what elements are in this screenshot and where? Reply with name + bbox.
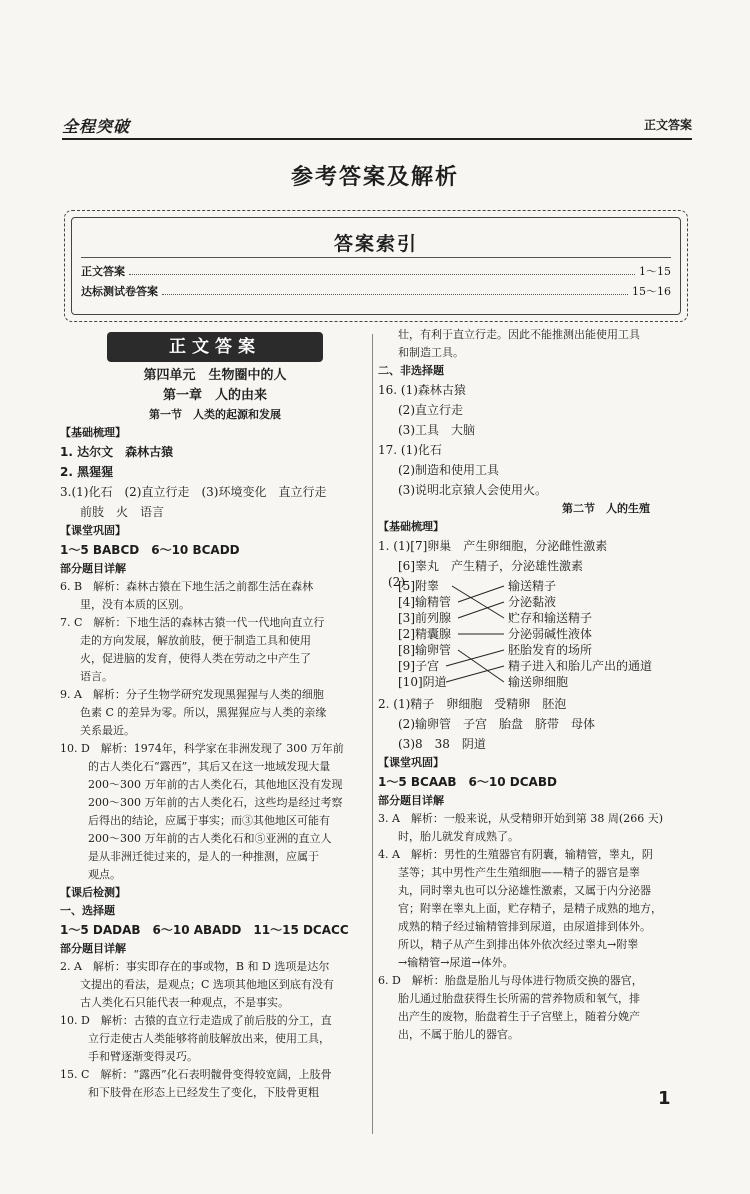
answer-index-box <box>64 210 688 322</box>
match-left-item: [3]前列腺 <box>398 611 451 625</box>
answer-key: 1～5 DADAB 6～10 ABADD 11～15 DCACC <box>60 923 349 937</box>
answer-line: 前肢 火 语言 <box>80 505 165 519</box>
explanation-line: 6. D 解析：胎盘是胎儿与母体进行物质交换的器官， <box>378 974 643 987</box>
explanation-line: 和制造工具。 <box>398 346 464 359</box>
index-row-range: 15～16 <box>632 285 671 298</box>
match-right-item: 分泌弱碱性液体 <box>508 627 593 641</box>
match-right-item: 贮存和输送精子 <box>508 611 593 625</box>
match-left-item: [10]阴道 <box>398 675 447 689</box>
answer-line: 3.(1)化石 (2)直立行走 (3)环境变化 直立行走 <box>60 485 327 499</box>
match-left-item: [9]子宫 <box>398 659 439 673</box>
answer-key: 1～5 BABCD 6～10 BCADD <box>60 543 240 557</box>
subsection-tag: 【课后检测】 <box>60 886 126 899</box>
subsection-tag: 【基础梳理】 <box>60 426 126 439</box>
explanation-line: 古人类化石只能代表一种观点，不是事实。 <box>80 996 289 1009</box>
match-right-item: 胚胎发育的场所 <box>508 643 593 657</box>
right-column <box>378 326 690 1044</box>
page-header <box>62 114 692 138</box>
explanation-line: 色素 C 的差异为零。所以，黑猩猩应与人类的亲缘 <box>80 706 327 719</box>
matching-lines <box>388 576 688 694</box>
lesson-title: 第二节 人的生殖 <box>562 502 650 515</box>
answer-line: 1. 达尔文 森林古猿 <box>60 445 174 459</box>
unit-title: 第四单元 生物圈中的人 <box>143 368 287 383</box>
explanation-line: 后得出的结论，应属于事实；而③其他地区可能有 <box>88 814 330 827</box>
match-left-item: [4]输精管 <box>398 595 451 609</box>
section-banner: 正文答案 <box>107 332 323 362</box>
detail-heading: 部分题目详解 <box>60 562 126 575</box>
page-number: 1 <box>658 1088 671 1109</box>
explanation-line: 10. D 解析：1974年，科学家在非洲发现了 300 万年前 <box>60 742 344 755</box>
explanation-line: 时，胎儿就发育成熟了。 <box>398 830 519 843</box>
page-title: 参考答案及解析 <box>290 165 459 190</box>
answer-line: (3)8 38 阴道 <box>398 737 486 751</box>
match-line <box>446 666 504 682</box>
explanation-line: 7. C 解析：下地生活的森林古猿一代一代地向直立行 <box>60 616 325 629</box>
answer-line: (2)制造和使用工具 <box>398 463 499 477</box>
explanation-line: 里，没有本质的区别。 <box>80 598 190 611</box>
index-row-label: 达标测试卷答案 <box>81 285 158 298</box>
explanation-line: 文提出的看法，是观点；C 选项其他地区到底有没有 <box>80 978 334 991</box>
matching-diagram <box>388 576 688 694</box>
explanation-line: 200～300 万年前的古人类化石，这些均是经过考察 <box>88 796 343 809</box>
match-right-item: 分泌黏液 <box>508 595 557 609</box>
answer-line: (2)输卵管 子宫 胎盘 脐带 母体 <box>398 717 595 731</box>
match-line <box>446 650 504 666</box>
match-right-item: 输送精子 <box>508 579 557 593</box>
explanation-line: 是从非洲迁徙过来的，是人的一种推测，应属于 <box>88 850 319 863</box>
explanation-line: 的古人类化石“露西”，其后又在这一地域发现大量 <box>88 760 331 773</box>
answer-line: 1. (1)[7]卵巢 产生卵细胞，分泌雌性激素 <box>378 539 608 553</box>
match-left-item: [5]附睾 <box>398 579 439 593</box>
question-type-heading: 一、选择题 <box>60 904 115 917</box>
subsection-tag: 【课堂巩固】 <box>378 756 444 769</box>
detail-heading: 部分题目详解 <box>60 942 126 955</box>
explanation-line: 壮，有利于直立行走。因此不能推测出能使用工具 <box>398 328 640 341</box>
explanation-line: 火，促进脑的发育，使得人类在劳动之中产生了 <box>80 652 311 665</box>
left-column <box>60 332 370 1102</box>
answer-line: 2. (1)精子 卵细胞 受精卵 胚泡 <box>378 697 567 711</box>
column-divider <box>372 334 373 1134</box>
explanation-line: 9. A 解析：分子生物学研究发现黑猩猩与人类的细胞 <box>60 688 324 701</box>
explanation-line: 6. B 解析：森林古猿在下地生活之前都生活在森林 <box>60 580 314 593</box>
explanation-line: 出产生的废物，胎盘着生于子宫壁上，随着分娩产 <box>398 1010 640 1023</box>
index-leader-dots <box>129 267 635 275</box>
section-tag: 正文答案 <box>643 118 692 132</box>
explanation-line: 4. A 解析：男性的生殖器官有阴囊，输精管，睾丸，阴 <box>378 848 653 861</box>
explanation-line: 立行走使古人类能够将前肢解放出来，使用工具， <box>88 1032 330 1045</box>
answer-line: 16. (1)森林古猿 <box>378 383 466 397</box>
explanation-line: 10. D 解析：古猿的直立行走造成了前后肢的分工，直 <box>60 1014 332 1027</box>
explanation-line: 官；附睾在睾丸上面，贮存精子，是精子成熟的地方， <box>398 902 662 915</box>
answer-line: 2. 黑猩猩 <box>60 465 114 479</box>
index-rule <box>81 257 671 258</box>
explanation-line: 出，不属于胎儿的器官。 <box>398 1028 519 1041</box>
chapter-title: 第一章 人的由来 <box>162 388 267 403</box>
match-right-item: 精子进入和胎儿产出的通道 <box>508 659 653 673</box>
explanation-line: 和下肢骨在形态上已经发生了变化，下肢骨更粗 <box>88 1086 319 1099</box>
explanation-line: 关系最近。 <box>80 724 135 737</box>
lesson-title: 第一节 人类的起源和发展 <box>149 408 281 421</box>
detail-heading: 部分题目详解 <box>378 794 444 807</box>
answer-line: 17. (1)化石 <box>378 443 442 457</box>
answer-line: (3)说明北京猿人会使用火。 <box>398 483 547 497</box>
index-row <box>81 283 671 299</box>
question-type-heading: 二、非选择题 <box>378 364 444 377</box>
book-logo: 全程突破 <box>62 117 131 136</box>
explanation-line: 成熟的精子经过输精管排到尿道，由尿道排到体外。 <box>398 920 651 933</box>
explanation-line: 观点。 <box>88 868 121 881</box>
index-row-label: 正文答案 <box>81 265 125 278</box>
explanation-line: 所以，精子从产生到排出体外依次经过睾丸→附睾 <box>398 938 639 951</box>
index-row <box>81 263 671 279</box>
answer-key: 1～5 BCAAB 6～10 DCABD <box>378 775 557 789</box>
subsection-tag: 【基础梳理】 <box>378 520 444 533</box>
index-leader-dots <box>162 287 628 295</box>
index-title: 答案索引 <box>333 233 418 255</box>
explanation-line: 200～300 万年前的古人类化石和⑤亚洲的直立人 <box>88 832 332 845</box>
explanation-line: →输精管→尿道→体外。 <box>398 956 514 969</box>
index-row-range: 1～15 <box>639 265 671 278</box>
explanation-line: 胎儿通过胎盘获得生长所需的营养物质和氧气，排 <box>398 992 640 1005</box>
explanation-line: 手和臂逐渐变得灵巧。 <box>88 1050 198 1063</box>
answer-line: (2)直立行走 <box>398 403 463 417</box>
explanation-line: 茎等；其中男性产生生殖细胞——精子的器官是睾 <box>398 866 640 879</box>
explanation-line: 走的方向发展，解放前肢，便于制造工具和使用 <box>80 634 311 647</box>
explanation-line: 3. A 解析：一般来说，从受精卵开始到第 38 周(266 天) <box>378 812 663 825</box>
explanation-line: 15. C 解析：“露西”化石表明髋骨变得较宽阔，上肢骨 <box>60 1068 332 1081</box>
subsection-tag: 【课堂巩固】 <box>60 524 126 537</box>
explanation-line: 丸，同时睾丸也可以分泌雄性激素，又属于内分泌器 <box>398 884 651 897</box>
answer-line: [6]睾丸 产生精子，分泌雄性激素 <box>398 559 583 573</box>
explanation-line: 200～300 万年前的古人类化石，其他地区没有发现 <box>88 778 343 791</box>
match-left-item: [8]输卵管 <box>398 643 451 657</box>
match-left-item: [2]精囊腺 <box>398 627 451 641</box>
match-prefix: (2) <box>388 575 405 589</box>
explanation-line: 2. A 解析：事实即存在的事或物，B 和 D 选项是达尔 <box>60 960 330 973</box>
match-line <box>452 586 504 618</box>
answer-line: (3)工具 大脑 <box>398 423 475 437</box>
explanation-line: 语言。 <box>80 670 113 683</box>
match-right-item: 输送卵细胞 <box>508 675 569 689</box>
header-rule <box>62 138 692 140</box>
